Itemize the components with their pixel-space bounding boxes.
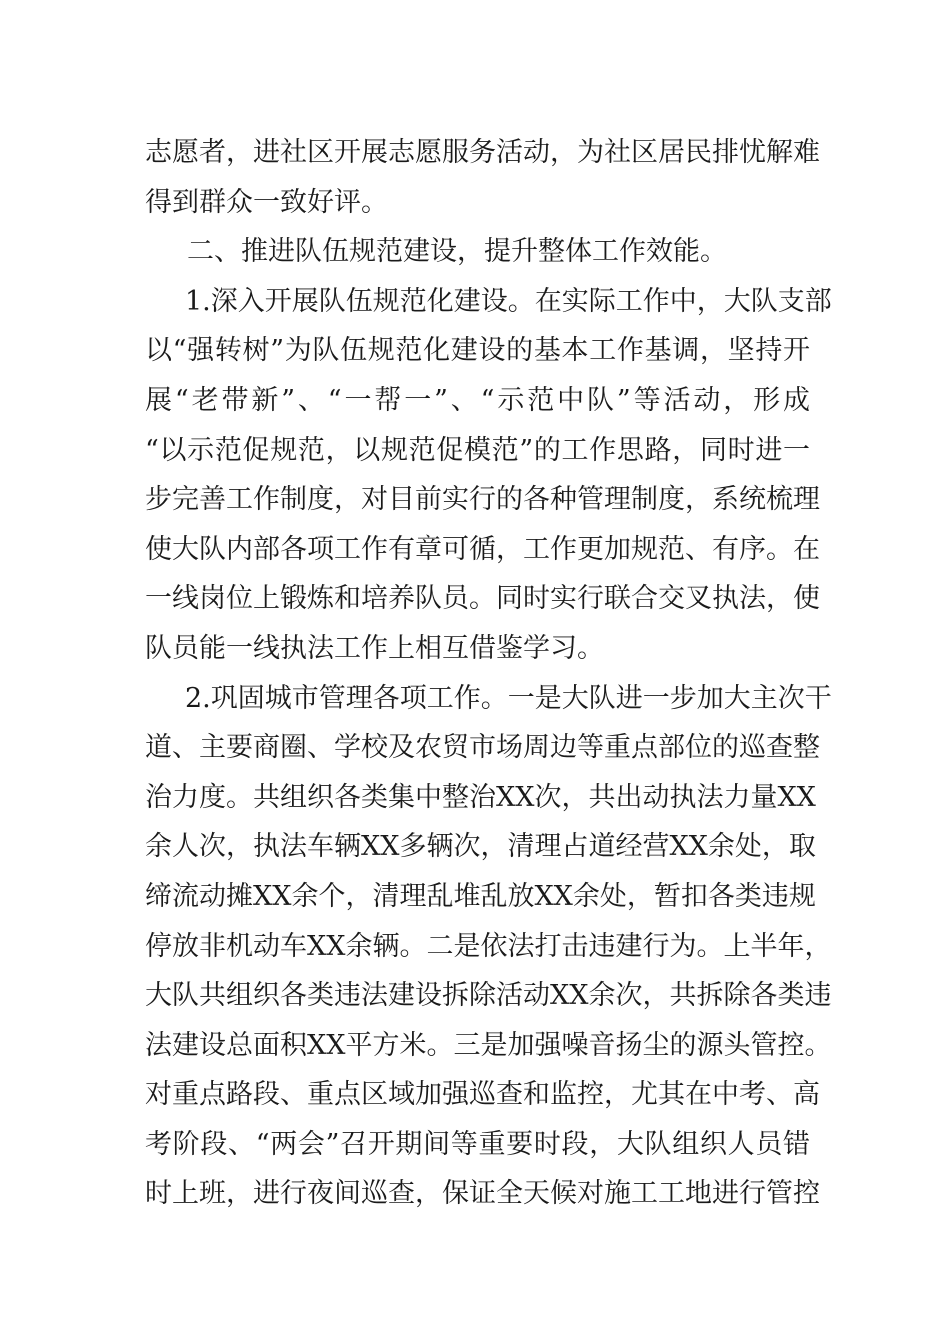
text-line: “以示范促规范，以规范促模范”的工作思路，同时进一: [145, 434, 810, 466]
section-heading-text: 二、推进队伍规范建设，提升整体工作效能。: [187, 236, 727, 268]
text-line: 志愿者，进社区开展志愿服务活动，为社区居民排忧解难: [145, 137, 820, 168]
text-line: 余人次，执法车辆XX多辆次，清理占道经营XX余处，取: [145, 831, 816, 863]
document-body: [145, 128, 832, 1219]
paragraph-item-two: [145, 674, 832, 1220]
text-line: 对重点路段、重点区域加强巡查和监控，尤其在中考、高: [145, 1079, 820, 1111]
paragraph-item-one: [145, 277, 832, 674]
text-line: 1.深入开展队伍规范化建设。在实际工作中，大队支部: [185, 285, 832, 317]
text-line: 队员能一线执法工作上相互借鉴学习。: [145, 632, 604, 664]
section-heading: [145, 227, 810, 277]
text-line: 一线岗位上锻炼和培养队员。同时实行联合交叉执法，使: [145, 583, 820, 615]
text-line: 停放非机动车XX余辆。二是依法打击违建行为。上半年，: [145, 930, 832, 962]
text-line: 道、主要商圈、学校及农贸市场周边等重点部位的巡查整: [145, 732, 820, 764]
text-line: 治力度。共组织各类集中整治XX次，共出动执法力量XX: [145, 781, 816, 813]
text-line: 时上班，进行夜间巡查，保证全天候对施工工地进行管控: [145, 1178, 820, 1210]
text-line: 以“强转树”为队伍规范化建设的基本工作基调，坚持开: [145, 335, 810, 367]
paragraph-intro: [145, 128, 820, 227]
text-line: 步完善工作制度，对目前实行的各种管理制度，系统梳理: [145, 484, 820, 516]
text-line: 大队共组织各类违法建设拆除活动XX余次，共拆除各类违: [145, 980, 832, 1012]
text-line: 缔流动摊XX余个，清理乱堆乱放XX余处，暂扣各类违规: [145, 880, 816, 912]
text-line: 2.巩固城市管理各项工作。一是大队进一步加大主次干: [185, 682, 832, 714]
text-line: 使大队内部各项工作有章可循，工作更加规范、有序。在: [145, 533, 820, 565]
text-line: 得到群众一致好评。: [145, 186, 388, 218]
text-line: 展“老带新”、“一帮一”、“示范中队”等活动，形成: [145, 384, 810, 416]
text-line: 考阶段、“两会”召开期间等重要时段，大队组织人员错: [145, 1128, 810, 1160]
text-line: 法建设总面积XX平方米。三是加强噪音扬尘的源头管控。: [145, 1029, 832, 1061]
